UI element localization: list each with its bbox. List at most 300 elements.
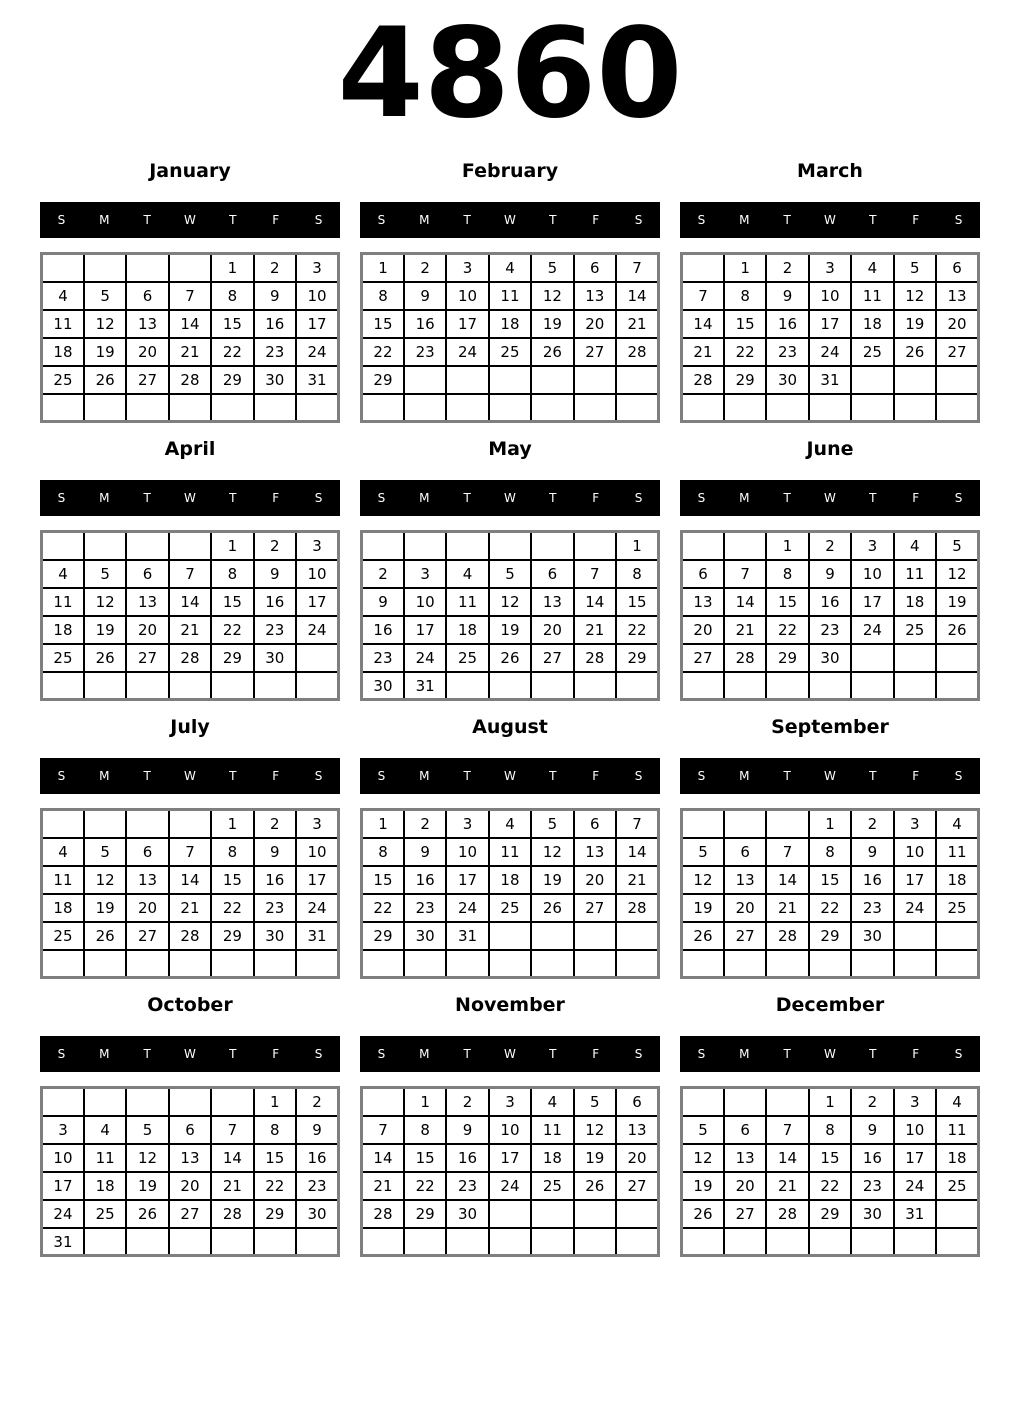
date-cell: 2 bbox=[851, 810, 893, 838]
empty-date-cell bbox=[574, 950, 616, 978]
date-cell: 27 bbox=[724, 922, 766, 950]
date-cell: 11 bbox=[42, 310, 84, 338]
weekday-label: M bbox=[739, 1047, 750, 1062]
month-title: September bbox=[771, 716, 889, 739]
date-cell: 14 bbox=[574, 588, 616, 616]
empty-date-cell bbox=[682, 810, 724, 838]
weekday-header-bar bbox=[360, 758, 660, 794]
date-cell: 3 bbox=[446, 810, 488, 838]
empty-date-cell bbox=[574, 532, 616, 560]
week-row bbox=[682, 810, 979, 838]
date-cell: 29 bbox=[211, 922, 253, 950]
date-cell: 27 bbox=[126, 922, 168, 950]
date-cell: 28 bbox=[766, 1200, 808, 1228]
weekday-header-bar bbox=[40, 202, 340, 238]
week-row bbox=[362, 282, 659, 310]
empty-date-cell bbox=[724, 1228, 766, 1256]
date-cell: 11 bbox=[531, 1116, 573, 1144]
month-block bbox=[40, 992, 340, 1270]
date-cell: 17 bbox=[446, 866, 488, 894]
date-cell: 20 bbox=[126, 894, 168, 922]
date-cell: 25 bbox=[531, 1172, 573, 1200]
date-cell: 27 bbox=[531, 644, 573, 672]
date-cell: 6 bbox=[574, 810, 616, 838]
date-cell: 7 bbox=[169, 838, 211, 866]
month-title: February bbox=[461, 160, 559, 183]
weekday-label: M bbox=[99, 1047, 110, 1062]
empty-date-cell bbox=[531, 1228, 573, 1256]
empty-date-cell bbox=[936, 644, 978, 672]
date-cell: 30 bbox=[296, 1200, 338, 1228]
date-cell: 4 bbox=[936, 1088, 978, 1116]
empty-date-cell bbox=[126, 1228, 168, 1256]
weekday-label: S bbox=[954, 491, 963, 506]
date-cell: 29 bbox=[809, 1200, 851, 1228]
date-cell: 28 bbox=[169, 644, 211, 672]
weekday-label: S bbox=[57, 213, 66, 228]
weekday-label: S bbox=[377, 213, 386, 228]
month-block bbox=[40, 714, 340, 992]
weekday-label: T bbox=[783, 213, 791, 228]
week-row bbox=[682, 282, 979, 310]
month-title: June bbox=[806, 438, 854, 461]
date-cell: 20 bbox=[682, 616, 724, 644]
date-cell: 28 bbox=[362, 1200, 404, 1228]
date-cell: 23 bbox=[254, 616, 296, 644]
date-cell: 21 bbox=[766, 894, 808, 922]
empty-date-cell bbox=[489, 1228, 531, 1256]
empty-date-cell bbox=[616, 1200, 658, 1228]
empty-date-cell bbox=[126, 810, 168, 838]
empty-date-cell bbox=[894, 950, 936, 978]
date-cell: 24 bbox=[296, 616, 338, 644]
date-cell: 19 bbox=[126, 1172, 168, 1200]
week-row bbox=[682, 950, 979, 978]
empty-date-cell bbox=[851, 1228, 893, 1256]
date-cell: 4 bbox=[489, 254, 531, 282]
empty-date-cell bbox=[84, 394, 126, 422]
weekday-label: M bbox=[99, 213, 110, 228]
month-title: April bbox=[164, 438, 216, 461]
date-cell: 28 bbox=[766, 922, 808, 950]
weekday-label: W bbox=[824, 491, 836, 506]
weekday-label: F bbox=[592, 1047, 600, 1062]
week-row bbox=[682, 310, 979, 338]
weekday-label: S bbox=[634, 769, 643, 784]
week-row bbox=[682, 1088, 979, 1116]
empty-date-cell bbox=[574, 922, 616, 950]
weekday-label: M bbox=[99, 769, 110, 784]
date-cell: 7 bbox=[169, 282, 211, 310]
weekday-header-bar bbox=[680, 758, 980, 794]
empty-date-cell bbox=[894, 644, 936, 672]
date-cell: 21 bbox=[362, 1172, 404, 1200]
date-cell: 29 bbox=[211, 366, 253, 394]
date-cell: 21 bbox=[169, 616, 211, 644]
date-cell: 20 bbox=[574, 866, 616, 894]
date-cell: 19 bbox=[894, 310, 936, 338]
date-cell: 12 bbox=[936, 560, 978, 588]
weekday-label: F bbox=[592, 769, 600, 784]
week-row bbox=[42, 894, 339, 922]
date-cell: 30 bbox=[254, 922, 296, 950]
date-cell: 19 bbox=[489, 616, 531, 644]
date-cell: 20 bbox=[169, 1172, 211, 1200]
empty-date-cell bbox=[894, 394, 936, 422]
date-cell: 22 bbox=[404, 1172, 446, 1200]
date-cell: 26 bbox=[84, 644, 126, 672]
date-cell: 5 bbox=[126, 1116, 168, 1144]
week-row bbox=[362, 588, 659, 616]
date-cell: 9 bbox=[362, 588, 404, 616]
date-cell: 31 bbox=[446, 922, 488, 950]
week-row bbox=[42, 1228, 339, 1256]
empty-date-cell bbox=[446, 366, 488, 394]
dates-table bbox=[680, 530, 980, 701]
date-cell: 8 bbox=[809, 838, 851, 866]
date-cell: 26 bbox=[531, 894, 573, 922]
date-cell: 4 bbox=[894, 532, 936, 560]
date-cell: 6 bbox=[126, 838, 168, 866]
empty-date-cell bbox=[362, 1228, 404, 1256]
week-row bbox=[42, 950, 339, 978]
date-cell: 22 bbox=[616, 616, 658, 644]
weekday-header-bar bbox=[680, 480, 980, 516]
month-block bbox=[680, 158, 980, 436]
dates-table bbox=[680, 808, 980, 979]
week-row bbox=[362, 1172, 659, 1200]
date-cell: 12 bbox=[574, 1116, 616, 1144]
date-cell: 10 bbox=[489, 1116, 531, 1144]
month-title: August bbox=[472, 716, 548, 739]
date-cell: 13 bbox=[616, 1116, 658, 1144]
date-cell: 15 bbox=[724, 310, 766, 338]
week-row bbox=[42, 838, 339, 866]
date-cell: 26 bbox=[936, 616, 978, 644]
weekday-label: M bbox=[419, 213, 430, 228]
week-row bbox=[362, 366, 659, 394]
date-cell: 15 bbox=[254, 1144, 296, 1172]
week-row bbox=[362, 560, 659, 588]
weekday-label: S bbox=[377, 769, 386, 784]
weekday-label: S bbox=[377, 491, 386, 506]
date-cell: 18 bbox=[42, 616, 84, 644]
week-row bbox=[682, 922, 979, 950]
empty-date-cell bbox=[851, 394, 893, 422]
month-block bbox=[680, 436, 980, 714]
empty-date-cell bbox=[724, 810, 766, 838]
date-cell: 31 bbox=[894, 1200, 936, 1228]
weekday-label: F bbox=[912, 491, 920, 506]
date-cell: 18 bbox=[936, 1144, 978, 1172]
week-row bbox=[682, 394, 979, 422]
date-cell: 3 bbox=[489, 1088, 531, 1116]
weekday-label: S bbox=[697, 769, 706, 784]
weekday-label: T bbox=[783, 769, 791, 784]
empty-date-cell bbox=[851, 672, 893, 700]
empty-date-cell bbox=[894, 1228, 936, 1256]
date-cell: 13 bbox=[574, 838, 616, 866]
empty-date-cell bbox=[362, 532, 404, 560]
date-cell: 26 bbox=[531, 338, 573, 366]
date-cell: 23 bbox=[809, 616, 851, 644]
weekday-label: M bbox=[419, 769, 430, 784]
date-cell: 24 bbox=[296, 894, 338, 922]
weekday-label: W bbox=[184, 1047, 196, 1062]
date-cell: 8 bbox=[404, 1116, 446, 1144]
week-row bbox=[362, 922, 659, 950]
empty-date-cell bbox=[84, 1228, 126, 1256]
empty-date-cell bbox=[446, 532, 488, 560]
date-cell: 25 bbox=[42, 922, 84, 950]
empty-date-cell bbox=[724, 532, 766, 560]
date-cell: 8 bbox=[616, 560, 658, 588]
date-cell: 13 bbox=[724, 866, 766, 894]
date-cell: 9 bbox=[809, 560, 851, 588]
week-row bbox=[682, 672, 979, 700]
empty-date-cell bbox=[42, 254, 84, 282]
date-cell: 19 bbox=[84, 338, 126, 366]
empty-date-cell bbox=[211, 1088, 253, 1116]
date-cell: 20 bbox=[936, 310, 978, 338]
weekday-label: T bbox=[229, 1047, 237, 1062]
empty-date-cell bbox=[42, 672, 84, 700]
date-cell: 12 bbox=[682, 1144, 724, 1172]
date-cell: 18 bbox=[936, 866, 978, 894]
date-cell: 5 bbox=[682, 1116, 724, 1144]
date-cell: 20 bbox=[616, 1144, 658, 1172]
date-cell: 27 bbox=[616, 1172, 658, 1200]
dates-table bbox=[360, 1086, 660, 1257]
empty-date-cell bbox=[42, 1088, 84, 1116]
date-cell: 22 bbox=[766, 616, 808, 644]
date-cell: 10 bbox=[446, 838, 488, 866]
empty-date-cell bbox=[531, 394, 573, 422]
weekday-label: M bbox=[419, 1047, 430, 1062]
empty-date-cell bbox=[169, 810, 211, 838]
date-cell: 22 bbox=[211, 338, 253, 366]
date-cell: 1 bbox=[211, 810, 253, 838]
date-cell: 4 bbox=[489, 810, 531, 838]
weekday-label: M bbox=[739, 491, 750, 506]
weekday-label: M bbox=[739, 213, 750, 228]
empty-date-cell bbox=[42, 810, 84, 838]
date-cell: 14 bbox=[616, 282, 658, 310]
date-cell: 18 bbox=[42, 894, 84, 922]
empty-date-cell bbox=[126, 394, 168, 422]
date-cell: 14 bbox=[211, 1144, 253, 1172]
date-cell: 24 bbox=[42, 1200, 84, 1228]
weekday-label: T bbox=[549, 213, 557, 228]
date-cell: 27 bbox=[936, 338, 978, 366]
empty-date-cell bbox=[84, 950, 126, 978]
empty-date-cell bbox=[724, 950, 766, 978]
empty-date-cell bbox=[296, 672, 338, 700]
week-row bbox=[682, 1228, 979, 1256]
weekday-label: T bbox=[549, 769, 557, 784]
week-row bbox=[362, 810, 659, 838]
date-cell: 25 bbox=[489, 338, 531, 366]
month-block bbox=[40, 436, 340, 714]
weekday-header-bar bbox=[40, 1036, 340, 1072]
date-cell: 27 bbox=[682, 644, 724, 672]
weekday-label: S bbox=[697, 491, 706, 506]
weekday-label: S bbox=[314, 769, 323, 784]
date-cell: 3 bbox=[296, 810, 338, 838]
date-cell: 18 bbox=[489, 310, 531, 338]
dates-table bbox=[680, 252, 980, 423]
date-cell: 30 bbox=[766, 366, 808, 394]
date-cell: 1 bbox=[362, 810, 404, 838]
date-cell: 28 bbox=[616, 338, 658, 366]
date-cell: 1 bbox=[724, 254, 766, 282]
date-cell: 22 bbox=[809, 894, 851, 922]
date-cell: 20 bbox=[126, 338, 168, 366]
date-cell: 6 bbox=[616, 1088, 658, 1116]
empty-date-cell bbox=[404, 950, 446, 978]
date-cell: 6 bbox=[169, 1116, 211, 1144]
weekday-label: T bbox=[143, 213, 151, 228]
date-cell: 18 bbox=[84, 1172, 126, 1200]
date-cell: 25 bbox=[851, 338, 893, 366]
date-cell: 4 bbox=[531, 1088, 573, 1116]
weekday-label: F bbox=[272, 1047, 280, 1062]
weekday-label: F bbox=[272, 769, 280, 784]
empty-date-cell bbox=[489, 672, 531, 700]
date-cell: 29 bbox=[809, 922, 851, 950]
empty-date-cell bbox=[894, 922, 936, 950]
empty-date-cell bbox=[936, 672, 978, 700]
empty-date-cell bbox=[211, 394, 253, 422]
empty-date-cell bbox=[682, 1228, 724, 1256]
date-cell: 5 bbox=[682, 838, 724, 866]
date-cell: 5 bbox=[894, 254, 936, 282]
date-cell: 23 bbox=[851, 1172, 893, 1200]
weekday-label: W bbox=[184, 769, 196, 784]
empty-date-cell bbox=[169, 532, 211, 560]
date-cell: 6 bbox=[126, 282, 168, 310]
date-cell: 14 bbox=[169, 310, 211, 338]
empty-date-cell bbox=[766, 1088, 808, 1116]
date-cell: 24 bbox=[894, 1172, 936, 1200]
date-cell: 7 bbox=[169, 560, 211, 588]
date-cell: 29 bbox=[766, 644, 808, 672]
week-row bbox=[682, 1200, 979, 1228]
week-row bbox=[682, 866, 979, 894]
month-block bbox=[680, 714, 980, 992]
date-cell: 18 bbox=[489, 866, 531, 894]
date-cell: 18 bbox=[851, 310, 893, 338]
week-row bbox=[362, 672, 659, 700]
date-cell: 10 bbox=[446, 282, 488, 310]
week-row bbox=[682, 1116, 979, 1144]
date-cell: 15 bbox=[211, 310, 253, 338]
date-cell: 15 bbox=[211, 588, 253, 616]
date-cell: 7 bbox=[766, 1116, 808, 1144]
date-cell: 29 bbox=[362, 366, 404, 394]
date-cell: 4 bbox=[84, 1116, 126, 1144]
date-cell: 6 bbox=[936, 254, 978, 282]
date-cell: 16 bbox=[296, 1144, 338, 1172]
week-row bbox=[362, 1200, 659, 1228]
weekday-label: T bbox=[463, 213, 471, 228]
empty-date-cell bbox=[42, 532, 84, 560]
date-cell: 2 bbox=[296, 1088, 338, 1116]
date-cell: 14 bbox=[616, 838, 658, 866]
weekday-label: S bbox=[634, 213, 643, 228]
date-cell: 1 bbox=[766, 532, 808, 560]
weekday-label: T bbox=[143, 769, 151, 784]
date-cell: 15 bbox=[809, 866, 851, 894]
date-cell: 30 bbox=[404, 922, 446, 950]
date-cell: 23 bbox=[404, 894, 446, 922]
empty-date-cell bbox=[894, 672, 936, 700]
empty-date-cell bbox=[126, 950, 168, 978]
week-row bbox=[362, 394, 659, 422]
date-cell: 22 bbox=[809, 1172, 851, 1200]
date-cell: 24 bbox=[296, 338, 338, 366]
date-cell: 28 bbox=[169, 366, 211, 394]
empty-date-cell bbox=[296, 1228, 338, 1256]
date-cell: 16 bbox=[851, 866, 893, 894]
empty-date-cell bbox=[296, 644, 338, 672]
dates-table bbox=[360, 252, 660, 423]
empty-date-cell bbox=[936, 1228, 978, 1256]
weekday-label: F bbox=[592, 491, 600, 506]
date-cell: 2 bbox=[404, 254, 446, 282]
date-cell: 2 bbox=[254, 532, 296, 560]
week-row bbox=[682, 838, 979, 866]
date-cell: 22 bbox=[362, 338, 404, 366]
date-cell: 19 bbox=[84, 894, 126, 922]
week-row bbox=[682, 338, 979, 366]
week-row bbox=[362, 1144, 659, 1172]
weekday-label: T bbox=[869, 213, 877, 228]
date-cell: 9 bbox=[404, 282, 446, 310]
date-cell: 1 bbox=[211, 532, 253, 560]
week-row bbox=[42, 616, 339, 644]
empty-date-cell bbox=[851, 366, 893, 394]
empty-date-cell bbox=[616, 922, 658, 950]
empty-date-cell bbox=[531, 532, 573, 560]
empty-date-cell bbox=[766, 810, 808, 838]
empty-date-cell bbox=[574, 672, 616, 700]
week-row bbox=[682, 894, 979, 922]
date-cell: 4 bbox=[42, 838, 84, 866]
weekday-label: S bbox=[697, 1047, 706, 1062]
date-cell: 9 bbox=[254, 282, 296, 310]
dates-table bbox=[680, 1086, 980, 1257]
week-row bbox=[362, 894, 659, 922]
date-cell: 7 bbox=[211, 1116, 253, 1144]
date-cell: 12 bbox=[682, 866, 724, 894]
date-cell: 3 bbox=[446, 254, 488, 282]
empty-date-cell bbox=[84, 810, 126, 838]
date-cell: 13 bbox=[126, 310, 168, 338]
date-cell: 11 bbox=[42, 588, 84, 616]
date-cell: 31 bbox=[296, 922, 338, 950]
week-row bbox=[362, 532, 659, 560]
date-cell: 22 bbox=[254, 1172, 296, 1200]
date-cell: 23 bbox=[446, 1172, 488, 1200]
date-cell: 21 bbox=[766, 1172, 808, 1200]
date-cell: 11 bbox=[936, 1116, 978, 1144]
date-cell: 3 bbox=[894, 1088, 936, 1116]
empty-date-cell bbox=[936, 366, 978, 394]
empty-date-cell bbox=[809, 394, 851, 422]
weekday-label: S bbox=[634, 1047, 643, 1062]
empty-date-cell bbox=[574, 1200, 616, 1228]
